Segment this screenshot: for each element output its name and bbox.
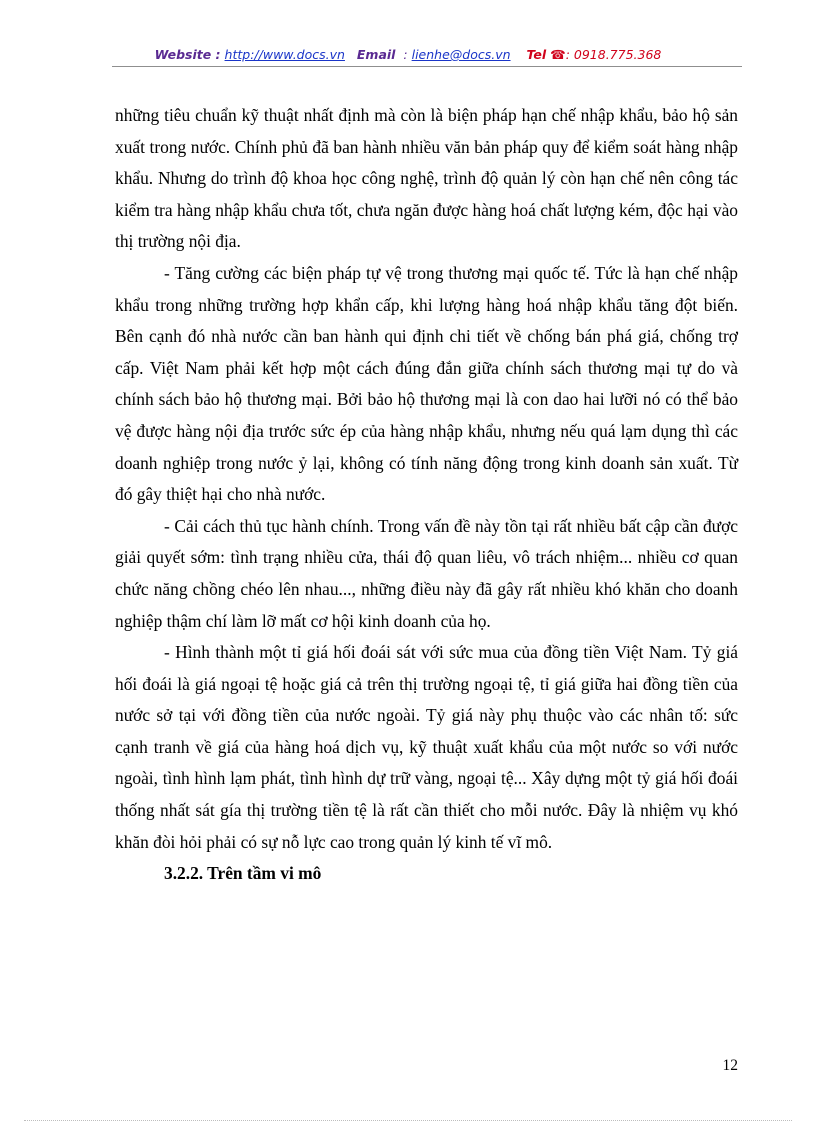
paragraph: - Cải cách thủ tục hành chính. Trong vấn đề này tồn tại rất nhiều bất cập cần được giải quyết sớm: tình trạng nhiều cửa, thái độ quan liêu, vô trách nhiệm... nhiều cơ quan chức năng chồng chéo lên nhau..., những điều này đã gây rất nhiều khó khăn cho doanh nghiệp thậm chí làm lỡ mất cơ hội kinh doanh của họ.: [115, 515, 738, 631]
website-link[interactable]: http://www.docs.vn: [224, 47, 345, 62]
paragraph: - Tăng cường các biện pháp tự vệ trong thương mại quốc tế. Tức là hạn chế nhập khẩu trong những trường hợp khẩn cấp, khi lượng hàng hoá nhập khẩu tăng đột biến. Bên cạnh đó nhà nước cần ban hành qui định chi tiết về chống bán phá giá, chống trợ cấp. Việt Nam phải kết hợp một cách đúng đắn giữa chính sách thương mại tự do và chính sách bảo hộ thương mại. Bởi bảo hộ thương mại là con dao hai lưỡi nó có thể bảo vệ được hàng nội địa trước sức ép của hàng nhập khẩu, nhưng nếu quá lạm dụng thì các doanh nghiệp trong nước ỷ lại, không có tính năng động trong kinh doanh sản xuất. Từ đó gây thiệt hại cho nhà nước.: [115, 262, 738, 505]
tel-value: : 0918.775.368: [565, 47, 662, 62]
page-bottom-border: [24, 1120, 792, 1121]
page-header: [0, 46, 816, 64]
section-heading: 3.2.2. Trên tầm vi mô: [164, 863, 322, 884]
paragraph: những tiêu chuẩn kỹ thuật nhất định mà còn là biện pháp hạn chế nhập khẩu, bảo hộ sản xuất trong nước. Chính phủ đã ban hành nhiều văn bản pháp quy để kiểm soát hàng nhập khẩu. Nhưng do trình độ khoa học công nghệ, trình độ quản lý còn hạn chế nên công tác kiểm tra hàng nhập khẩu chưa tốt, chưa ngăn được hàng hoá chất lượng kém, độc hại vào thị trường nội địa.: [115, 105, 738, 252]
email-label: Email: [356, 47, 396, 62]
paragraph: - Hình thành một tỉ giá hối đoái sát với sức mua của đồng tiền Việt Nam. Tỷ giá hối đoái là giá ngoại tệ hoặc giá cả trên thị trường ngoại tệ, tỉ giá giữa hai đồng tiền của nước sở tại với đồng tiền của nước ngoài. Tỷ giá này phụ thuộc vào các nhân tố: sức cạnh tranh về giá của hàng hoá dịch vụ, kỹ thuật xuất khẩu của một nước so với nước ngoài, tình hình lạm phát, tình hình dự trữ vàng, ngoại tệ... Xây dựng một tỷ giá hối đoái thống nhất sát gía thị trường tiền tệ là rất cần thiết cho mỗi nước. Đây là nhiệm vụ khó khăn đòi hỏi phải có sự nỗ lực cao trong quản lý kinh tế vĩ mô.: [115, 642, 738, 852]
email-separator: :: [403, 47, 408, 62]
document-body: [115, 100, 738, 890]
telephone-icon: ☎: [550, 47, 566, 62]
email-link[interactable]: lienhe@docs.vn: [411, 47, 511, 62]
header-divider: [112, 66, 742, 67]
website-label: Website :: [154, 47, 221, 62]
tel-label: Tel: [526, 47, 547, 62]
page-number: 12: [722, 1057, 738, 1074]
